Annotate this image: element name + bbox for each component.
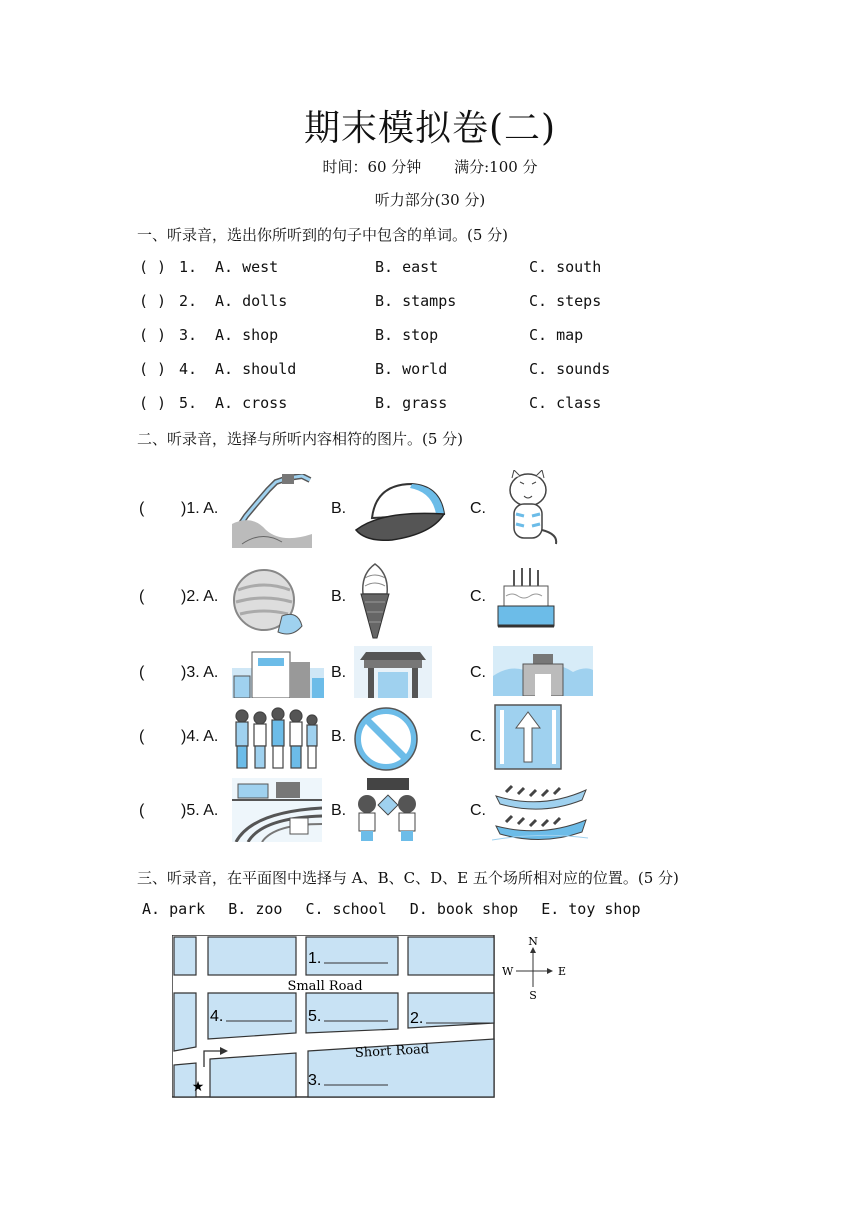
option-c-label: C. — [470, 728, 486, 745]
ice-cream-icon[interactable] — [357, 560, 393, 640]
dragon-boat-icon[interactable] — [492, 776, 588, 842]
option-b-label: B. — [331, 500, 347, 517]
road-label-short: Short Road — [354, 1042, 430, 1061]
picture-question-row — [137, 470, 617, 550]
compass-north: N — [528, 935, 538, 948]
option-b: B. world — [375, 360, 448, 378]
chinese-gate-icon[interactable] — [354, 646, 432, 698]
compass-south: S — [529, 989, 537, 1002]
slot-1-label: 1. — [308, 950, 322, 967]
option-b: B. grass — [375, 394, 448, 412]
compass-west: W — [502, 965, 514, 978]
question-number: )5. A. — [181, 802, 219, 819]
answer-blank[interactable]: ( ) — [139, 292, 167, 310]
question-number: )3. A. — [181, 664, 219, 681]
cap-icon[interactable] — [352, 476, 452, 546]
question-number: 4. — [179, 360, 198, 378]
answer-blank[interactable]: ( ) — [139, 360, 167, 378]
option-c: C. sounds — [529, 360, 611, 378]
answer-blank[interactable]: ( — [139, 588, 145, 605]
section3-heading: 三、听录音，在平面图中选择与 A、B、C、D、E 五个场所相对应的位置。(5 分) — [137, 869, 679, 887]
place-options — [142, 900, 655, 918]
option-a: A. cross — [215, 394, 288, 412]
option-zoo: B. zoo — [228, 900, 283, 918]
option-c: C. map — [529, 326, 584, 344]
train-station-icon[interactable] — [232, 778, 322, 842]
option-b: B. stop — [375, 326, 439, 344]
birthday-cake-icon[interactable] — [494, 566, 558, 636]
question-row — [137, 326, 697, 350]
section2-heading: 二、听录音，选择与所听内容相符的图片。(5 分) — [137, 430, 464, 448]
time-limit: 时间：60 分钟 — [322, 158, 422, 176]
option-a: A. west — [215, 258, 279, 276]
shop-building-icon[interactable] — [232, 648, 324, 698]
option-book-shop: D. book shop — [409, 900, 519, 918]
no-entry-sign-icon[interactable] — [353, 706, 419, 772]
question-number: )4. A. — [181, 728, 219, 745]
picture-question-row — [137, 558, 617, 638]
slot-5-label: 5. — [308, 1008, 322, 1025]
mooncake-icon[interactable] — [232, 566, 306, 638]
compass-icon — [502, 935, 566, 1002]
question-number: 1. — [179, 258, 198, 276]
street-map — [172, 935, 572, 1099]
option-b-label: B. — [331, 802, 347, 819]
exam-meta — [0, 156, 860, 177]
picture-question-row — [137, 704, 617, 784]
option-toy-shop: E. toy shop — [541, 900, 641, 918]
road-label-small: Small Road — [287, 979, 363, 994]
option-c: C. class — [529, 394, 602, 412]
option-park: A. park — [142, 900, 206, 918]
compass-east: E — [558, 965, 567, 978]
option-b-label: B. — [331, 728, 347, 745]
option-b-label: B. — [331, 664, 347, 681]
option-a: A. should — [215, 360, 297, 378]
option-c: C. steps — [529, 292, 602, 310]
go-straight-sign-icon[interactable] — [494, 704, 562, 770]
question-row — [137, 258, 697, 282]
question-number: )1. A. — [181, 500, 219, 517]
slot-3-label: 3. — [308, 1072, 322, 1089]
option-c: C. south — [529, 258, 602, 276]
option-b: B. stamps — [375, 292, 457, 310]
tiger-icon[interactable] — [502, 470, 562, 550]
park-gate-icon[interactable] — [493, 646, 593, 696]
picture-question-row — [137, 776, 617, 856]
slot-2-label: 2. — [410, 1010, 424, 1027]
option-c-label: C. — [470, 802, 486, 819]
great-wall-icon[interactable] — [232, 474, 312, 548]
option-c-label: C. — [470, 664, 486, 681]
queue-people-icon[interactable] — [232, 706, 320, 772]
question-number: 2. — [179, 292, 198, 310]
question-row — [137, 292, 697, 316]
new-year-greeting-icon[interactable] — [351, 776, 425, 842]
answer-blank[interactable]: ( ) — [139, 394, 167, 412]
listening-part-title: 听力部分(30 分) — [374, 191, 486, 209]
option-a: A. shop — [215, 326, 279, 344]
option-a: A. dolls — [215, 292, 288, 310]
question-row — [137, 394, 697, 418]
page-title: 期末模拟卷(二) — [303, 108, 557, 149]
option-b-label: B. — [331, 588, 347, 605]
map-drawing — [172, 935, 572, 1099]
option-c-label: C. — [470, 588, 486, 605]
question-row — [137, 360, 697, 384]
question-number: 5. — [179, 394, 198, 412]
slot-4-label: 4. — [210, 1008, 224, 1025]
answer-blank[interactable]: ( ) — [139, 326, 167, 344]
start-star: ★ — [191, 1079, 205, 1095]
answer-blank[interactable]: ( — [139, 500, 145, 517]
answer-blank[interactable]: ( — [139, 664, 145, 681]
section1-heading: 一、听录音，选出你所听到的句子中包含的单词。(5 分) — [137, 226, 509, 244]
answer-blank[interactable]: ( — [139, 802, 145, 819]
option-school: C. school — [305, 900, 387, 918]
answer-blank[interactable]: ( ) — [139, 258, 167, 276]
option-b: B. east — [375, 258, 439, 276]
question-number: )2. A. — [181, 588, 219, 605]
full-score: 满分:100 分 — [454, 158, 538, 176]
question-number: 3. — [179, 326, 198, 344]
option-c-label: C. — [470, 500, 486, 517]
answer-blank[interactable]: ( — [139, 728, 145, 745]
